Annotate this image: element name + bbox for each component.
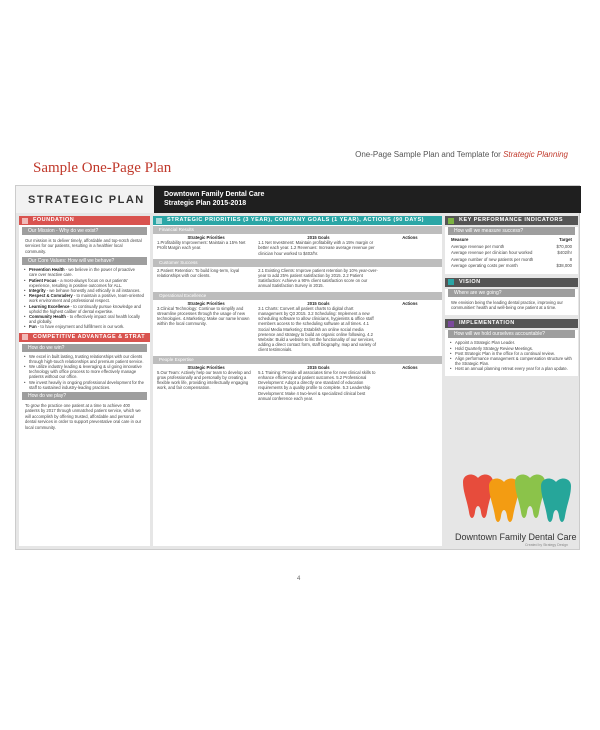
implementation-box [445,330,578,375]
foundation-band: FOUNDATION [19,216,150,225]
foundation-column [19,216,150,546]
section-row: 1.Profitability Improvement: Maintain a 15% Net Profit Margin each year. 1.1 Net Investment: Maintain profitability with a 15% margin or better each year. 1.2 Revenues: Increase average revenue per clinician hour worked to $402/hr. [157,240,375,256]
value-item: • Learning Excellence - to continually pursue knowledge and uphold the highest caliber of dental expertise. [19,304,150,314]
kpi-header-row: Measure Target [451,237,572,242]
sample-title: Sample One-Page Plan [33,160,172,176]
plan-header [154,186,581,213]
value-item: • Respect & Comradery - to maintain a positive, team-oriented work environment and professional respect. [19,293,150,303]
implementation-item: • Align performance management & compensation structure with the Strategic Plan. [445,356,578,366]
tooth-red-icon [463,475,493,518]
kpi-row: Average revenue per clinician hour worked $402/hr [451,250,572,255]
column-headers: Strategic Priorities 2015 Goals Actions [187,364,418,370]
section-head: People Expertise [153,356,442,364]
tooth-green-icon [515,475,545,518]
org-name: Downtown Family Dental Care [164,191,265,198]
section-head: Customer Success [153,259,442,267]
section-row: 2.Patient Retention: To build long-term, loyal relationships with our clients. 2.1 Existing Clients: Improve patient retention by 10% year-over-year to add 25% patient satisfaction by 2015. 2.2 Patient Satisfaction: Achieve a 90% client satisfaction score on our annual Satisfaction Survey in 2015. [157,267,378,289]
competitive-band: COMPETITIVE ADVANTAGE & STRAT [19,333,150,342]
vision-band: VISION [445,278,578,287]
win-item: • We excel in built lasting, trusting relationships with our clients through high-touch relationships and premium patient service. [19,354,150,364]
vision-head: Where are we going? [448,289,575,297]
tooth-orange-icon [489,479,519,522]
kpi-row: Average operating costs per month $38,000 [451,263,572,268]
vision-box [445,289,578,316]
play-text: To grow the practice one patient at a time to achieve 400 patients by 2017 through unmatched patient service, which we will accomplish by offering trusted, affordable and personal dental services in order to support preventative oral care in our local community. [25,403,142,430]
mission-text: Our mission is to deliver timely, affordable and top-notch dental services for our patients, resulting in a healthier local community. [25,238,142,254]
win-head: How do we win? [22,344,147,352]
win-item: • We invest heavily in ongoing professional development for the staff to sustained industry-leading practices. [19,380,150,390]
section-row: 3.Clinical Technology: Continue to simplify and streamline processes through the usage of new technologies. 4.Marketing: Make our name known within the local community. 3.1 Charts: Convert all patient charts to digital chart management by Q3 2015. 3.2 Scheduling: Implement a new scheduling software to allow clinicians, hygienists & office staff members access to the scheduling software at all times. 4.1 Social Media Marketing: Establish an online social media presence and strategy to build an organic online following. 4.2 Website: Build a website to list the functionality of our services, adding a direct contact form, staff biography, map and variety of client testimonials. [157,305,377,353]
kpi-box [445,227,578,274]
logo-name: Downtown Family Dental Care [455,532,577,542]
section-row: 5.Our Team: Actively help our team to develop and grow professionally and personally by creating a flexible work life, providing intellectually engaging work, and fair compensation. 5.1 Training: Provide all associates time for new clinical skills to enhance efficiency and patient outcomes. 5.2 Professional Development: Adopt a directly one standard of education requirements by a quality profile to complete. 5.3 Leadership Development: Make 4 two-level & specialized clinical best annual conference each year. [157,369,376,401]
implementation-item: • Host an annual planning retreat every year for a plan update. [445,366,578,371]
plan-left-title: STRATEGIC PLAN [16,186,154,213]
kpi-row: Average number of new patients per month 8 [451,256,572,262]
vision-text: We envision being the leading dental practice, improving our communities' health and well-being one patient at a time. [451,299,563,310]
section-head: Operational Excellence [153,292,442,300]
column-headers: Strategic Priorities 2015 Goals Actions [187,300,418,306]
implementation-head: How will we hold ourselves accountable? [448,330,575,338]
win-item: • We utilize industry leading & leveraging & ul going innovative technology with office process to more effectively manage patients without our office. [19,364,150,380]
column-headers: Strategic Priorities 2015 Goals Actions [187,235,418,240]
value-item: • Fun - to have enjoyment and fulfillment in our work. [19,324,150,329]
logo-sub: Created by Strategy Design [525,543,568,547]
value-item: • Community Health - to effectively impact oral health locally and globally. [19,314,150,324]
values-list [19,267,150,329]
value-item: • Integrity - we behave honestly and ethically in all instances. [19,288,150,293]
priorities-column [153,216,442,546]
implementation-band: IMPLEMENTATION [445,319,578,328]
value-item: • Prevention Health - we believe in the power of proactive care over reactive care. [19,267,150,277]
plan-title: Strategic Plan 2015-2018 [164,200,247,207]
tooth-logo-icon [445,470,585,530]
kpi-head: How will we measure success? [448,227,575,235]
implementation-item: • Hold Quarterly Strategy Review Meetings. [445,346,578,351]
mission-head: Our Mission - Why do we exist? [22,227,147,235]
implementation-item: • Appoint a Strategic Plan Leader. [445,340,578,345]
header-note: One-Page Sample Plan and Template for Strategic Planning [355,150,568,159]
tooth-teal-icon [541,479,571,522]
priorities-band: STRATEGIC PRIORITIES (3 YEAR), COMPANY GOALS (1 YEAR), ACTIONS (90 DAYS) [153,216,442,225]
section-head: Financial Results [153,226,442,234]
value-item: • Patient Focus - a most-always focus on our patients' experience, resulting in positive outcomes for ALL. [19,278,150,288]
page-number: 4 [297,576,301,582]
values-head: Our Core Values: How will we behave? [22,257,147,265]
implementation-item: • Post Strategic Plan in the office for a continual review. [445,351,578,356]
kpi-band: KEY PERFORMANCE INDICATORS [445,216,578,225]
kpi-row: Average revenue per month $70,000 [451,243,572,249]
play-head: How do we play? [22,392,147,400]
